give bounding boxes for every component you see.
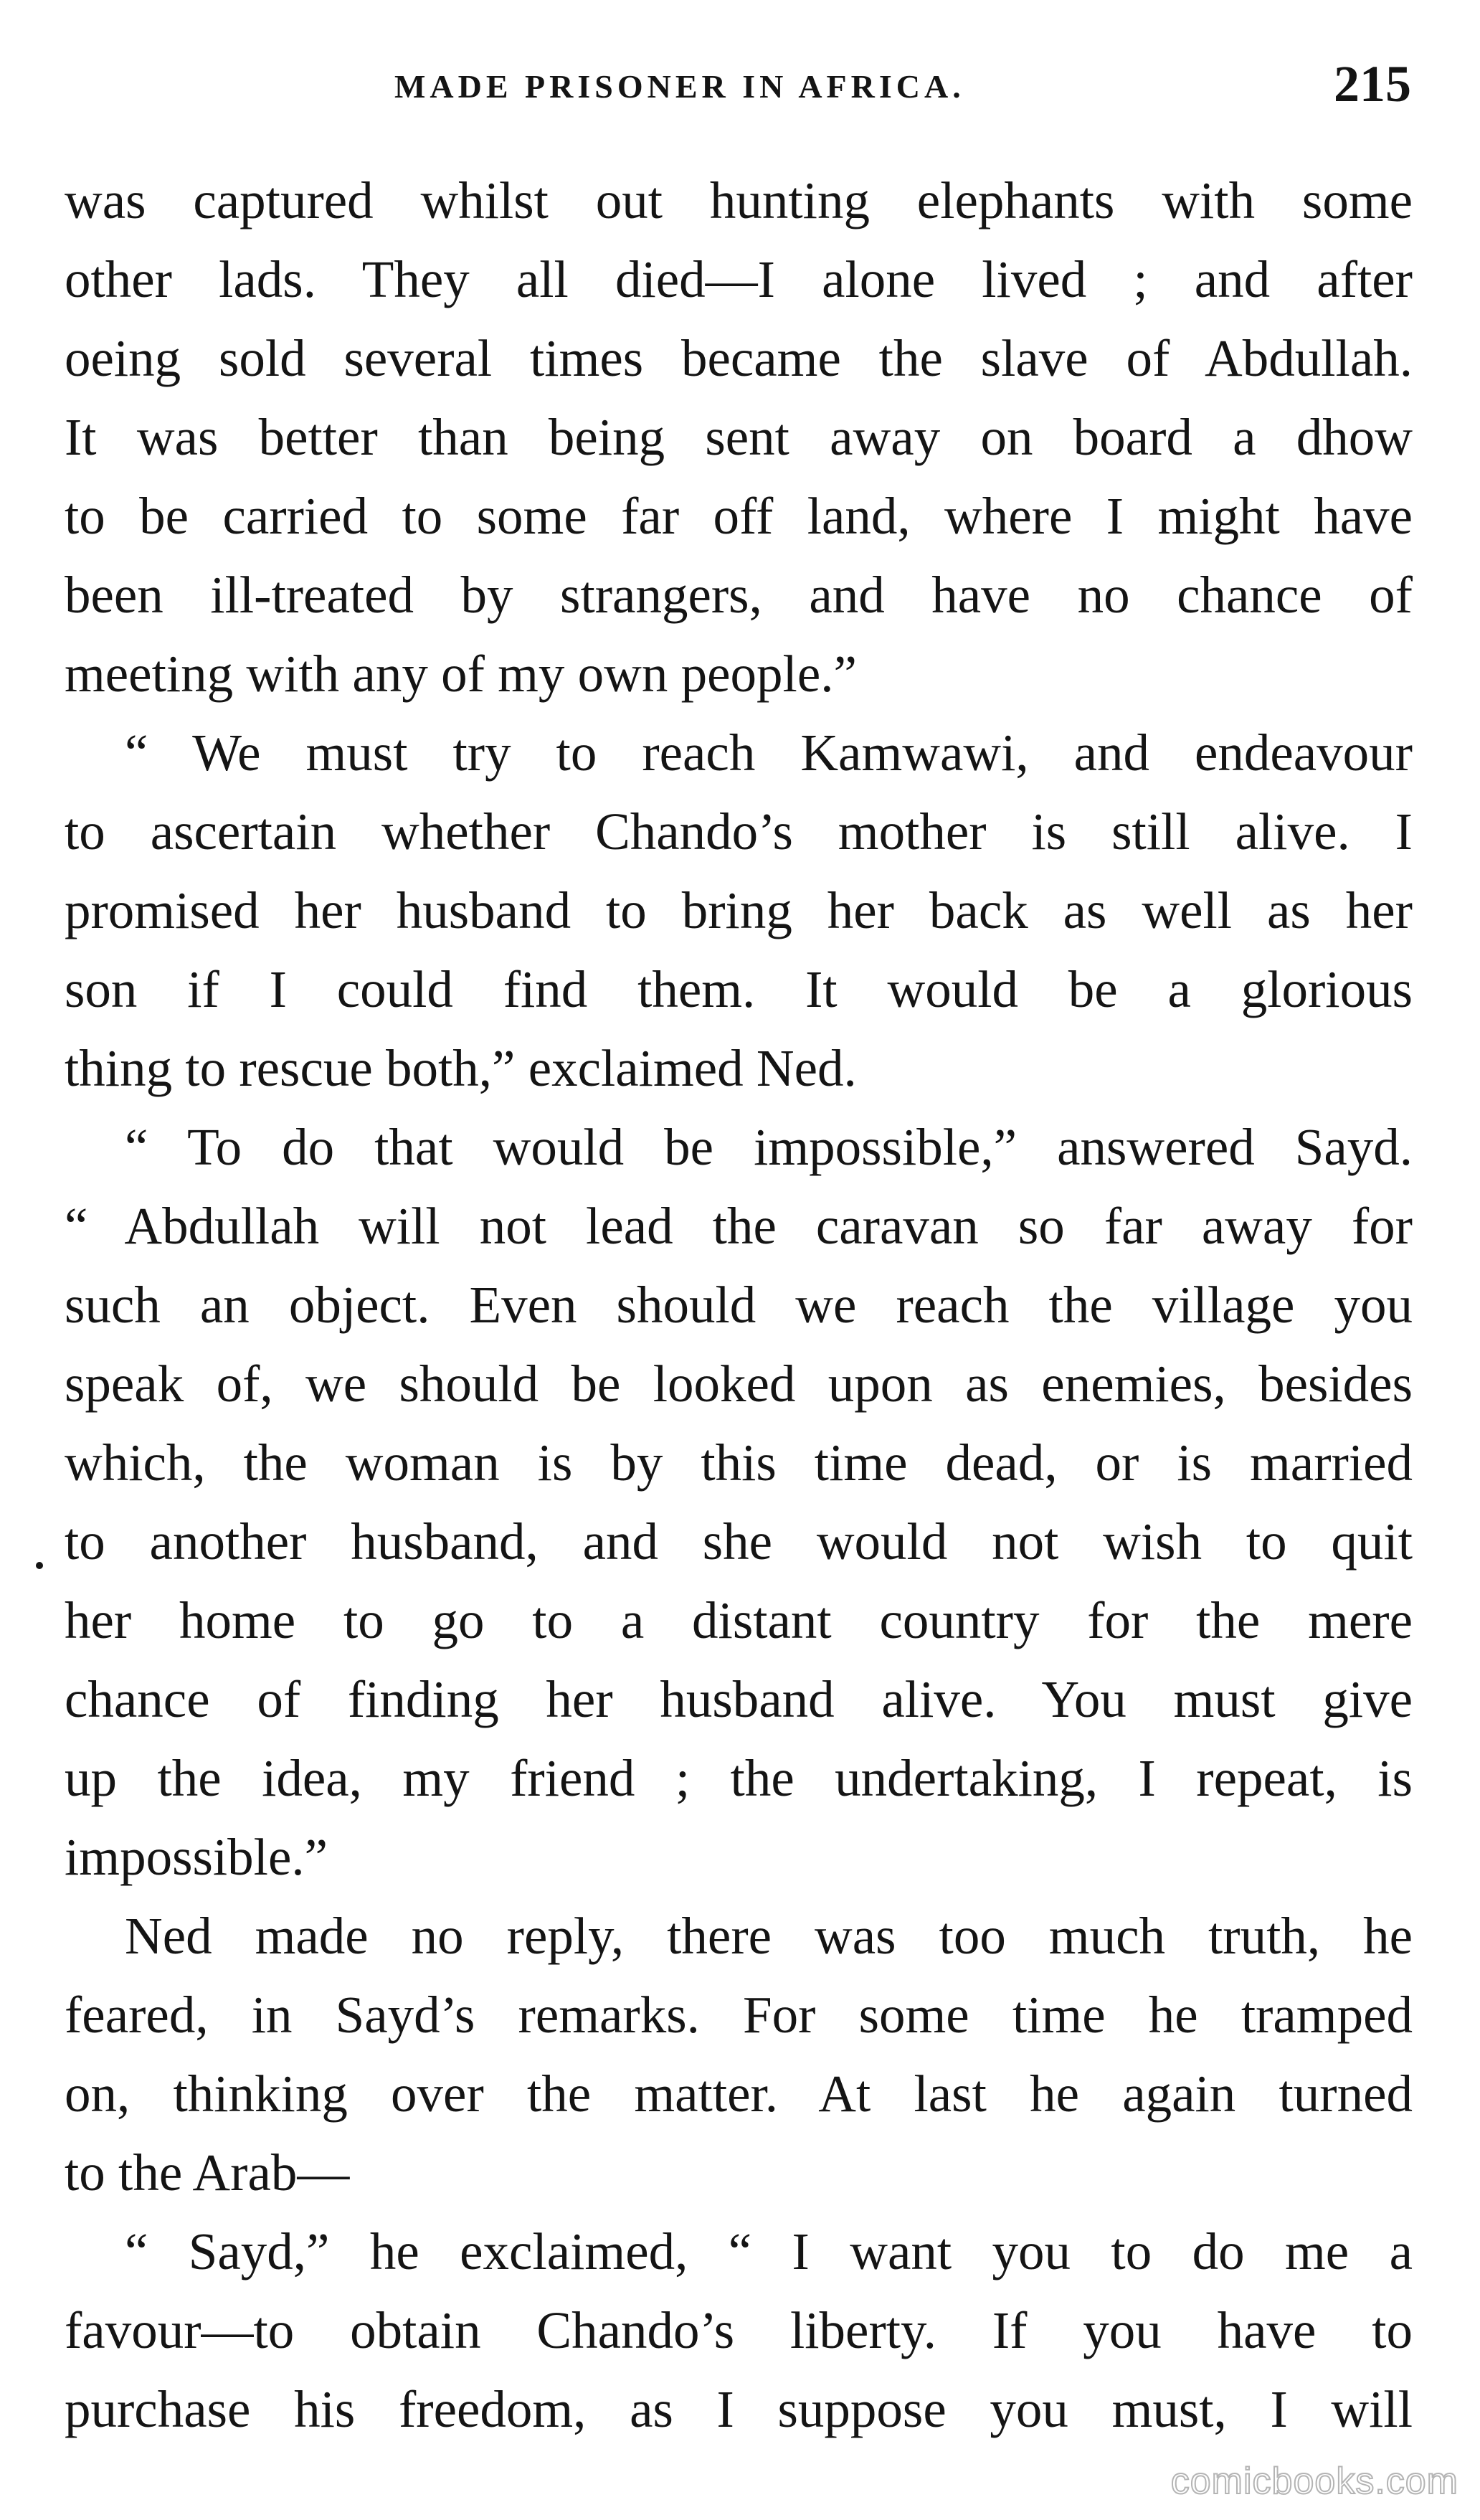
text-line: favour—to obtain Chando’s liberty. If you have to <box>65 2301 1413 2359</box>
text-line: which, the woman is by this time dead, or is married <box>65 1434 1413 1492</box>
text-line: been ill-treated by strangers, and have no chance of <box>65 566 1413 624</box>
text-line: meeting with any of my own people.” <box>65 645 857 703</box>
text-line: “ Sayd,” he exclaimed, “ I want you to do me a <box>125 2222 1413 2280</box>
text-line: feared, in Sayd’s remarks. For some time he tramped <box>65 1986 1413 2044</box>
text-line: promised her husband to bring her back as well as her <box>65 881 1413 939</box>
text-line: to be carried to some far off land, where I might have <box>65 487 1413 545</box>
text-line: other lads. They all died—I alone lived ; and after <box>65 250 1413 308</box>
text-line: “ Abdullah will not lead the caravan so far away for <box>65 1197 1413 1255</box>
site-watermark: comicbooks.com <box>1170 2460 1458 2502</box>
text-line: purchase his freedom, as I suppose you must, I will <box>65 2380 1413 2438</box>
text-line: thing to rescue both,” exclaimed Ned. <box>65 1039 857 1097</box>
text-line: impossible.” <box>65 1828 328 1886</box>
text-line: oeing sold several times became the slave of Abdullah. <box>65 329 1413 387</box>
text-line: “ We must try to reach Kamwawi, and endeavour <box>125 724 1413 782</box>
text-line: such an object. Even should we reach the village you <box>65 1276 1413 1334</box>
text-line: to ascertain whether Chando’s mother is still alive. I <box>65 802 1413 861</box>
running-head <box>65 57 1413 122</box>
text-line: her home to go to a distant country for the mere <box>65 1591 1413 1649</box>
text-line: speak of, we should be looked upon as enemies, besides <box>65 1355 1413 1413</box>
text-line: up the idea, my friend ; the undertaking, I repeat, is <box>65 1749 1413 1807</box>
margin-ink-dot <box>36 1562 43 1569</box>
text-line: on, thinking over the matter. At last he again turned <box>65 2065 1413 2123</box>
text-line: chance of finding her husband alive. You must give <box>65 1670 1413 1728</box>
page-number: 215 <box>1334 55 1411 113</box>
text-line: was captured whilst out hunting elephants with some <box>65 171 1413 229</box>
text-line: It was better than being sent away on board a dhow <box>65 408 1413 466</box>
running-title: MADE PRISONER IN AFRICA. <box>394 68 965 105</box>
text-line: son if I could find them. It would be a glorious <box>65 960 1413 1018</box>
text-line: to the Arab— <box>65 2144 350 2202</box>
text-line: to another husband, and she would not wish to quit <box>65 1512 1413 1571</box>
text-line: Ned made no reply, there was too much truth, he <box>125 1907 1413 1965</box>
text-line: “ To do that would be impossible,” answered Sayd. <box>125 1118 1413 1176</box>
body-text <box>65 161 1413 2449</box>
